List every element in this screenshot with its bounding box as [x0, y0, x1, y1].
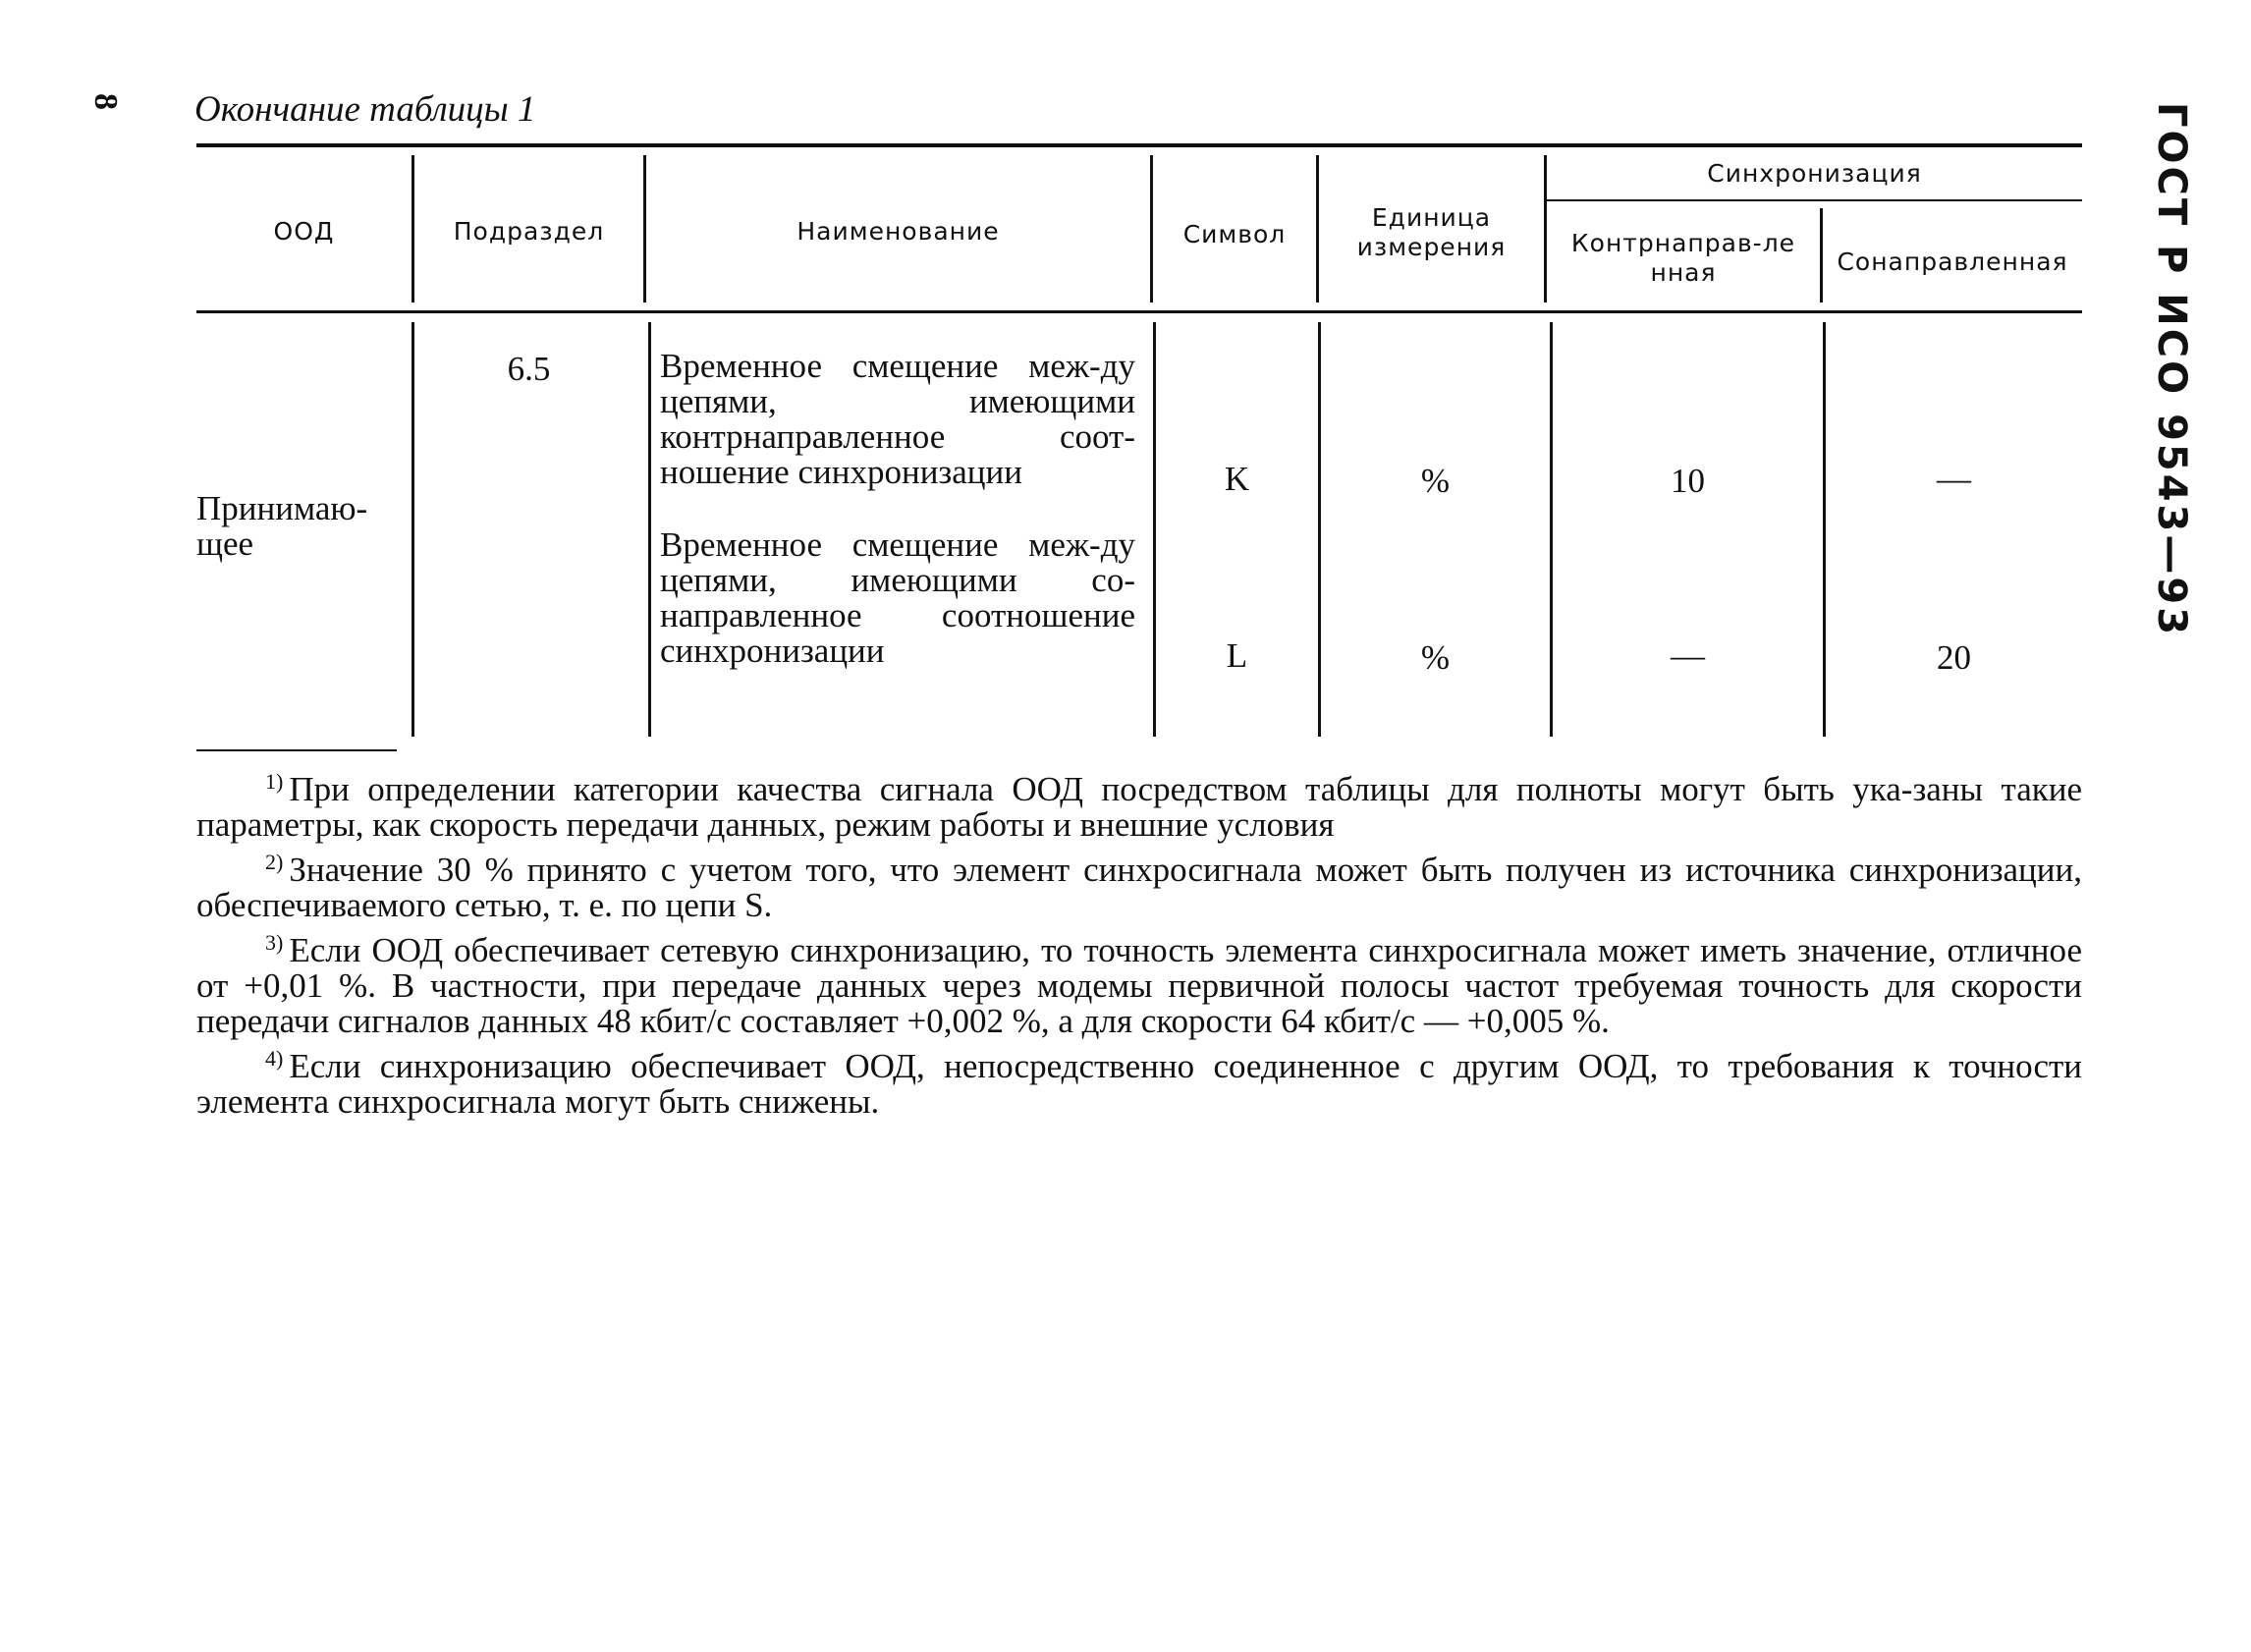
- row-1-counter: 10: [1671, 462, 1705, 500]
- row-1-name: Временное смещение меж-ду цепями, имеющими контрнаправленное соот-ношение синхронизации: [660, 347, 1135, 491]
- header-unit-text: Единица измерения: [1356, 203, 1507, 261]
- header-sync-counter-text: Контрнаправ-ленная: [1570, 229, 1796, 287]
- footnote-separator: [196, 749, 397, 751]
- header-name: Наименование: [796, 217, 1000, 246]
- footnote-text: Если ООД обеспечивает сетевую синхронизацию, то точность элемента синхросигнала может иметь значение, отличное от +0,01 %. В частности, при передаче данных через модемы первичной полосы частот требуемая точность для скорости передачи сигналов данных 48 кбит/с составляет +0,002 %, а для скорости 64 кбит/с — +0,005 %.: [196, 931, 2082, 1040]
- footnote: [196, 845, 2082, 923]
- cell-subsection: 6.5: [507, 350, 551, 388]
- footnote-mark: 2): [265, 850, 284, 874]
- body-divider: [1153, 322, 1156, 737]
- row-2-unit: %: [1420, 638, 1451, 677]
- footnote-text: При определении категории качества сигнала ООД посредством таблицы для полноты могут быть ука-заны такие параметры, как скорость передачи данных, режим работы и внешние условия: [196, 770, 2082, 844]
- footnotes: [196, 764, 2082, 1122]
- header-unit: [1319, 203, 1544, 262]
- sync-header-rule: [1544, 199, 2082, 201]
- footnote-mark: 3): [265, 930, 284, 955]
- table-top-rule: [196, 143, 2082, 147]
- footnote-text: Значение 30 % принято с учетом того, что элемент синхросигнала может быть получен из источника синхронизации, обеспечиваемого сетью, т. е. по цепи S.: [196, 851, 2082, 924]
- row-2-co: 20: [1937, 638, 1971, 677]
- row-1-unit: %: [1420, 462, 1451, 500]
- footnote: [196, 925, 2082, 1039]
- row-2-name: Временное смещение меж-ду цепями, имеющими со-направленное соотношение синхронизации: [660, 525, 1135, 670]
- footnote: [196, 1041, 2082, 1120]
- table-continuation-title: Окончание таблицы 1: [194, 89, 536, 130]
- page-number: 8: [87, 93, 124, 110]
- row-1-co: —: [1937, 460, 1971, 498]
- footnote-mark: 1): [265, 769, 284, 794]
- header-ood: ООД: [273, 217, 335, 246]
- footnote-mark: 4): [265, 1046, 284, 1071]
- body-divider: [1550, 322, 1553, 737]
- header-sync-co: Сонаправленная: [1837, 248, 2068, 276]
- row-1-symbol: K: [1224, 460, 1250, 498]
- body-divider: [648, 322, 651, 737]
- cell-ood-text: Принимаю-щее: [196, 489, 368, 563]
- header-subsection: Подраздел: [453, 217, 605, 246]
- header-symbol: Символ: [1182, 220, 1287, 248]
- header-bottom-rule: [196, 310, 2082, 313]
- footnote-text: Если синхронизацию обеспечивает ООД, непосредственно соединенное с другим ООД, то требования к точности элемента синхросигнала могут быть снижены.: [196, 1047, 2082, 1121]
- footnote: [196, 764, 2082, 843]
- cell-ood: [196, 491, 393, 562]
- standard-designation: ГОСТ Р ИСО 9543—93: [2149, 102, 2194, 638]
- row-2-counter: —: [1671, 636, 1705, 675]
- row-2-symbol: L: [1226, 636, 1248, 675]
- header-sync-counter: [1547, 229, 1820, 288]
- header-sync: Синхронизация: [1707, 159, 1922, 188]
